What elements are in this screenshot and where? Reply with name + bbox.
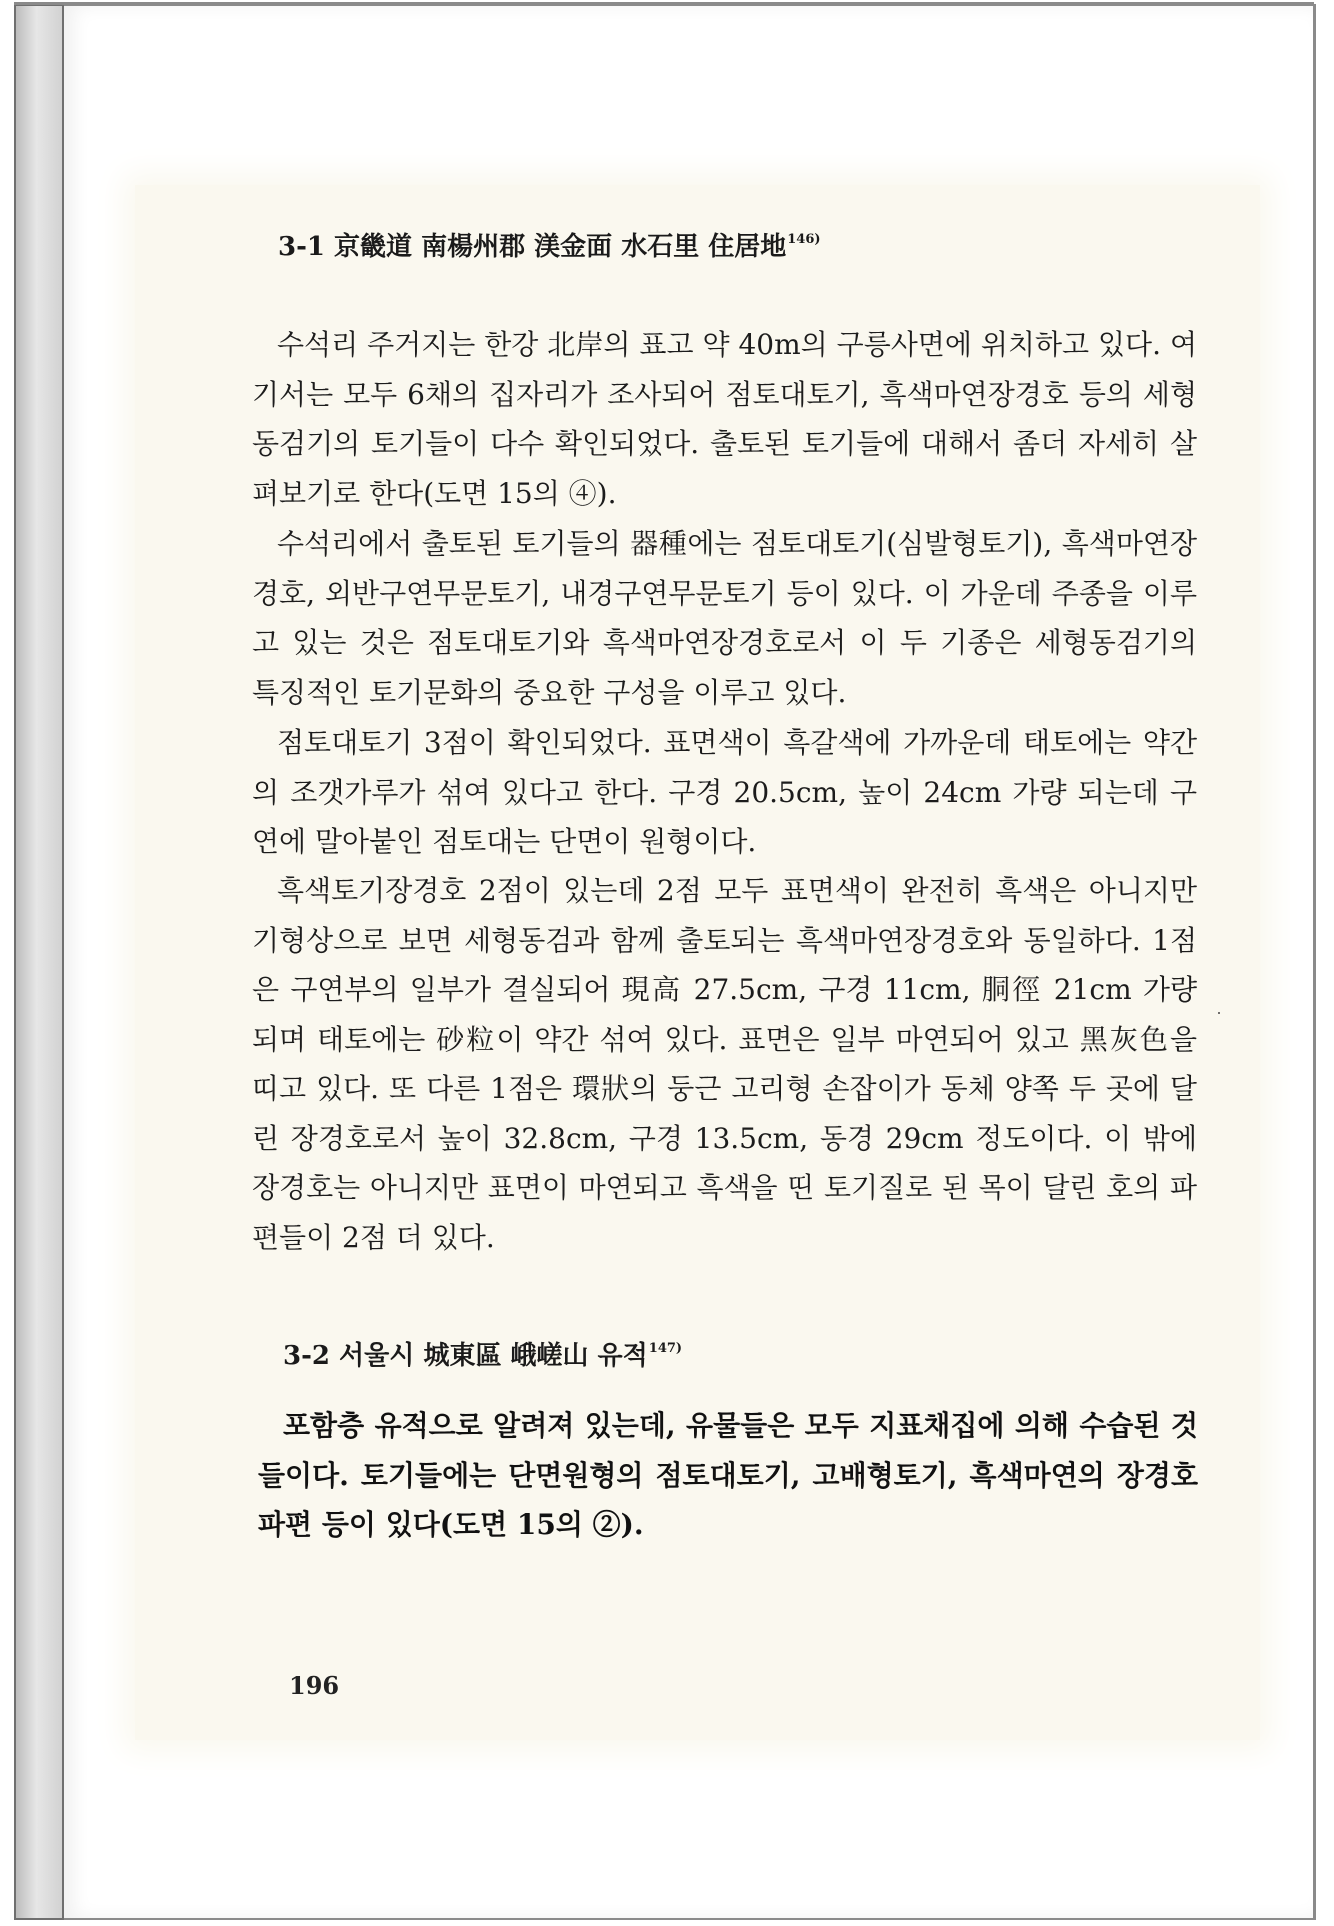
- footnote-ref: 146): [787, 232, 821, 247]
- scan-speck: [1218, 1012, 1220, 1014]
- paragraph: 포함층 유적으로 알려져 있는데, 유물들은 모두 지표채집에 의해 수습된 것들이다. 토기들에는 단면원형의 점토대토기, 고배형토기, 흑색마연의 장경호 파편 등이 있다(도면 15의 ②).: [258, 1409, 1198, 1541]
- section-title: 서울시 城東區 峨嵯山 유적: [339, 1341, 648, 1371]
- paragraph: 수석리에서 출토된 토기들의 器種에는 점토대토기(심발형토기), 흑색마연장경호, 외반구연무문토기, 내경구연무문토기 등이 있다. 이 가운데 주종을 이루고 있는 것은 점토대토기와 흑색마연장경호로서 이 두 기종은 세형동검기의 특징적인 토기문화의 중요한 구성을 이루고 있다.: [252, 527, 1197, 709]
- section-heading-3-2: [283, 1335, 682, 1372]
- section-heading-3-1: [278, 226, 821, 263]
- section-number: 3-1: [278, 232, 325, 262]
- page-number: 196: [289, 1671, 340, 1700]
- section-title: 京畿道 南楊州郡 渼金面 水石里 住居地: [334, 232, 787, 262]
- paragraph: 흑색토기장경호 2점이 있는데 2점 모두 표면색이 완전히 흑색은 아니지만 기형상으로 보면 세형동검과 함께 출토되는 흑색마연장경호와 동일하다. 1점은 구연부의 일부가 결실되어 現高 27.5cm, 구경 11cm, 胴徑 21cm 가량 되며 태토에는 砂粒이 약간 섞여 있다. 표면은 일부 마연되어 있고 黑灰色을 띠고 있다. 또 다른 1점은 環狀의 둥근 고리형 손잡이가 동체 양쪽 두 곳에 달린 장경호로서 높이 32.8cm, 구경 13.5cm, 동경 29cm 정도이다. 이 밖에 장경호는 아니지만 표면이 마연되고 흑색을 띤 토기질로 된 목이 달린 호의 파편들이 2점 더 있다.: [252, 874, 1197, 1254]
- footnote-ref: 147): [648, 1341, 683, 1356]
- paragraph: 수석리 주거지는 한강 北岸의 표고 약 40m의 구릉사면에 위치하고 있다. 여기서는 모두 6채의 집자리가 조사되어 점토대토기, 흑색마연장경호 등의 세형동검기의 토기들이 다수 확인되었다. 출토된 토기들에 대해서 좀더 자세히 살펴보기로 한다(도면 15의 ④).: [252, 328, 1197, 510]
- book-spine: [14, 4, 64, 1920]
- section-number: 3-2: [283, 1341, 330, 1371]
- paragraph: 점토대토기 3점이 확인되었다. 표면색이 흑갈색에 가까운데 태토에는 약간의 조갯가루가 섞여 있다고 한다. 구경 20.5cm, 높이 24cm 가량 되는데 구연에 말아붙인 점토대는 단면이 원형이다.: [252, 726, 1197, 858]
